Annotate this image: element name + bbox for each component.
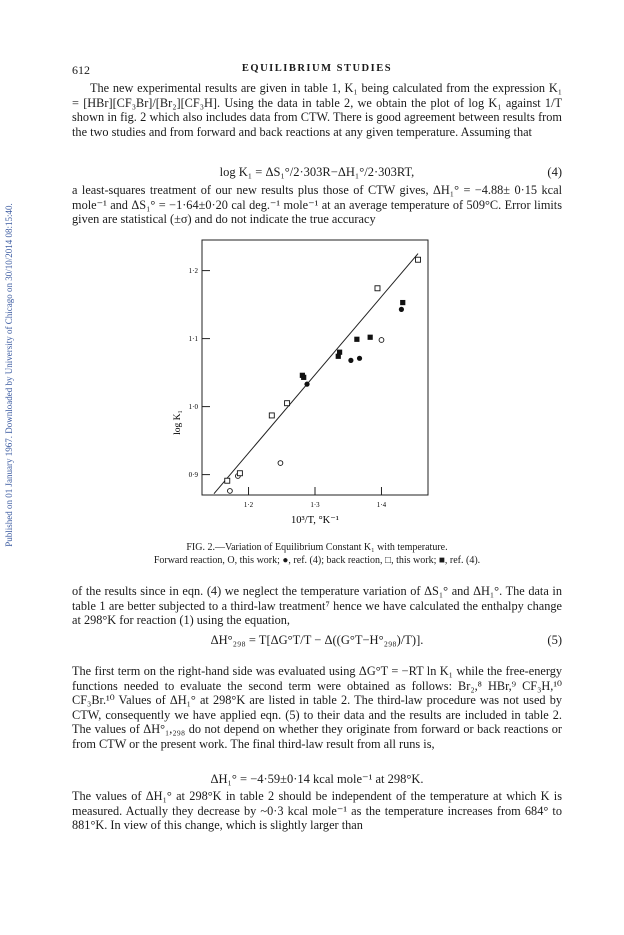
page-header bbox=[72, 63, 562, 79]
equation-4-expr: log K₁ = ΔS₁°/2·303R−ΔH₁°/2·303RT, bbox=[219, 165, 415, 179]
x-tick-label: 1·3 bbox=[310, 501, 320, 509]
figure-2 bbox=[150, 230, 490, 540]
open-square-point bbox=[269, 413, 274, 418]
paragraph-intro: The new experimental results are given in table 1, K₁ being calculated from the expression K₁ = [HBr][CF₃Br]/[Br₂][CF₃H]. Using the data in table 2, we obtain the plot of log K₁ against 1/T shown in fig. 2 which also includes data from CTW. There is good agreement between results from the two studies and from forward and back reactions at any given temperature. Assuming that bbox=[72, 81, 562, 139]
paragraph-temperature-dependence: The values of ΔH₁° at 298°K in table 2 should be independent of the temperature at which K is measured. Actually they decrease by ~0·3 kcal mole⁻¹ as the temperature increases from 684° to 881°K. In view of this change, which is slightly larger than bbox=[72, 789, 562, 833]
open-square-point bbox=[285, 401, 290, 406]
filled-circle-point bbox=[399, 307, 404, 312]
paragraph-free-energy: The first term on the right-hand side was evaluated using ΔG°T = −RT ln K₁ while the free-energy functions needed to evaluate the second term were obtained as follows: Br₂,⁸ HBr,⁹ CF₃H,¹⁰ CF₃Br.¹⁰ Values of ΔH₁° at 298°K are listed in table 2. The third-law procedure was not used by CTW, consequently we have applied eqn. (5) to their data and the results are included in table 2. The values of ΔH°₁,₂₉₈ do not depend on whether they originate from forward or back reactions or from CTW or the present work. The final third-law result from all runs is, bbox=[72, 664, 562, 751]
x-tick-label: 1·4 bbox=[376, 501, 387, 509]
running-title: EQUILIBRIUM STUDIES bbox=[241, 63, 393, 74]
equation-5 bbox=[72, 633, 562, 655]
filled-square-point bbox=[368, 335, 373, 340]
caption-legend: Forward reaction, O, this work; ●, ref. (4); back reaction, □, this work; ■, ref. (4). bbox=[153, 554, 481, 566]
filled-square-point bbox=[354, 337, 359, 342]
caption-title: FIG. 2.—Variation of Equilibrium Constant K₁ with temperature. bbox=[186, 542, 448, 553]
open-square-point bbox=[237, 471, 242, 476]
filled-circle-point bbox=[348, 358, 353, 363]
filled-square-point bbox=[337, 350, 342, 355]
x-axis-label: 10³/T, °K⁻¹ bbox=[291, 515, 339, 526]
figure-caption bbox=[72, 542, 562, 567]
plot-frame bbox=[202, 240, 428, 495]
open-circle-point bbox=[278, 461, 283, 466]
filled-circle-point bbox=[304, 382, 309, 387]
equation-4 bbox=[72, 165, 562, 181]
y-tick-label: 0·9 bbox=[188, 471, 198, 480]
regression-line bbox=[214, 254, 418, 494]
page-number: 612 bbox=[72, 63, 90, 77]
paragraph-third-law: of the results since in eqn. (4) we neglect the temperature variation of ΔS₁° and ΔH₁°. The data in table 1 are better subjected to a third-law treatment⁷ hence we have calculated the enthalpy change at 298°K for reaction (1) using the equation, bbox=[72, 584, 562, 628]
paragraph-least-squares: a least-squares treatment of our new results plus those of CTW gives, ΔH₁° = −4.88± 0·15 kcal mole⁻¹ and ΔS₁° = −1·64±0·20 cal deg.⁻¹ mole⁻¹ at an average temperature of 509°C. Error limits given are statistical (±σ) and do not indicate the true accuracy bbox=[72, 183, 562, 227]
equation-4-number: (4) bbox=[547, 165, 562, 179]
open-square-point bbox=[225, 478, 230, 483]
y-tick-label: 1·1 bbox=[188, 335, 198, 344]
filled-square-point bbox=[400, 300, 405, 305]
open-square-point bbox=[416, 257, 421, 262]
equation-5-number: (5) bbox=[547, 633, 562, 647]
log-k-vs-inverse-t-plot bbox=[150, 230, 490, 540]
download-watermark bbox=[2, 160, 16, 590]
equation-result bbox=[72, 771, 562, 787]
watermark-text: Published on 01 January 1967. Downloaded by University of Chicago on 30/10/2014 08:15:40. bbox=[4, 203, 14, 547]
equation-5-expr: ΔH°₂₉₈ = T[ΔG°T/T − Δ((G°T−H°₂₉₈)/T)]. bbox=[210, 633, 424, 647]
open-square-point bbox=[375, 286, 380, 291]
equation-result-expr: ΔH₁° = −4·59±0·14 kcal mole⁻¹ at 298°K. bbox=[210, 772, 424, 786]
y-tick-label: 1·0 bbox=[188, 403, 198, 412]
open-circle-point bbox=[228, 489, 233, 494]
x-tick-label: 1·2 bbox=[243, 501, 254, 509]
filled-circle-point bbox=[357, 356, 362, 361]
y-tick-label: 1·2 bbox=[188, 267, 198, 276]
filled-square-point bbox=[301, 375, 306, 380]
y-axis-label: log K₁ bbox=[173, 410, 183, 435]
open-circle-point bbox=[379, 338, 384, 343]
